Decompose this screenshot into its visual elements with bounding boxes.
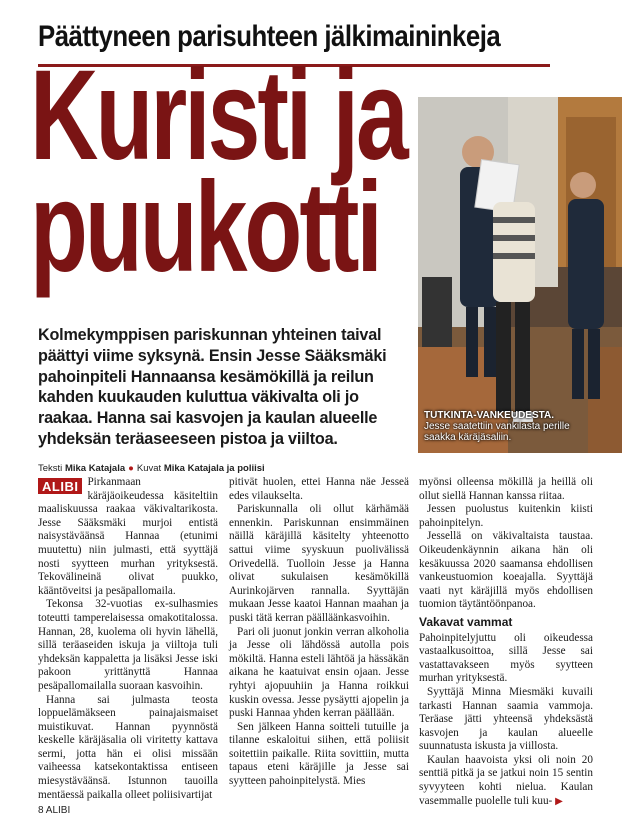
- body-paragraph: Syyttäjä Minna Miesmäki kuvaili tarkasti Hannan saamia vammoja. Teräase jätti yhteensä yhdeksästä kasvojen ja kaulan alueelle suunnatusta iskusta ja viillosta.: [419, 685, 593, 753]
- photo-caption: [424, 410, 574, 443]
- headline-line-1: Kuristi ja: [30, 44, 406, 187]
- body-paragraph: Jessen puolustus kuitenkin kiisti pahoinpitelyn.: [419, 503, 593, 529]
- body-paragraph: Sen jälkeen Hanna soitteli tutuille ja tilanne eskaloitui siihen, että poliisit soitettiin paikalle. Riita sovittiin, mutta tapaus eteni käräjille ja Jesse sai syytteen pahoinpitelystä. Mies: [229, 720, 409, 788]
- headline: [30, 44, 406, 299]
- kicker-title: Päättyneen parisuhteen jälkimaininkeja: [38, 20, 501, 53]
- body-paragraph: Jessellä on väkivaltaista taustaa. Oikeudenkäynnin aikana hän oli kesäkuussa 2020 saamansa ehdollisen vankeustuomion koeajalla. Syyttäjä vaati nyt käräjillä myös ehdollisen tuomion täytäntöönpanoa.: [419, 530, 593, 611]
- page-number: 8 ALIBI: [38, 805, 71, 816]
- continue-arrow-icon: ▶: [555, 795, 563, 807]
- courtroom-photo-illustration: [418, 97, 622, 453]
- byline-separator-icon: ●: [128, 463, 134, 474]
- headline-line-2: puukotti: [30, 156, 380, 299]
- byline-text-label: Teksti: [38, 463, 63, 474]
- body-text: Kaulan haavoista yksi oli noin 20 senttiä pitkä ja se jatkui noin 15 sentin syvyyteen kohti nielua. Kaulan vasemmalle puolelle tuli kuu-: [419, 753, 593, 807]
- body-paragraph: [419, 754, 593, 808]
- body-column-3: [419, 476, 593, 808]
- body-paragraph: Pariskunnalla oli ollut kärhämää ennenkin. Pariskunnan ensimmäinen näillä käräjillä käsitelty yhteenotto sattui viime syyskuun puolivälissä Orivedellä. Tuolloin Jesse ja Hanna olivat sukulaisen kesämökillä Aurinkojärven rannalla. Syyttäjän mukaan Jesse kaatoi Hannan maahan ja puski tätä kerran päälläänkasvoihin.: [229, 503, 409, 624]
- body-column-1: [38, 476, 218, 802]
- body-paragraph: myönsi olleensa mökillä ja heillä oli ollut siellä Hannan kanssa riitaa.: [419, 476, 593, 502]
- body-text: Pirkanmaan käräjäoikeudessa käsiteltiin maaliskuussa raakaa väkivaltarikosta. Jesse Sääksmäki murjoi entistä naisystäväänsä Hannaa (etunimi muutettu) niin julmasti, että syyttäjä nosti syytteen murhan yrityksestä. Tekovälineinä olivat puukko, kääntöveitsi ja pesäpallomaila.: [38, 476, 218, 597]
- body-paragraph: Tekonsa 32-vuotias ex-sulhasmies toteutti tamperelaisessa omakotitalossa. Hannan, 28, kuolema oli hyvin lähellä, sillä teräaseiden iskuja ja viiltoja tuli yhdeksän kappaletta ja lisäksi Jesse iski pakoon yrittänyttä Hannaa pesäpallomailalla suoraan kasvoihin.: [38, 598, 218, 692]
- body-paragraph: pitivät huolen, ettei Hanna näe Jesseä edes vilaukselta.: [229, 476, 409, 502]
- body-paragraph: Pahoinpitelyjuttu oli oikeudessa vastaalkusoittoa, sillä Jesse sai vastattavakseen myös syytteen murhan yrityksestä.: [419, 631, 593, 685]
- byline: [38, 463, 438, 474]
- lead-paragraph: Kolmekymppisen pariskunnan yhteinen taival päättyi viime syksynä. Ensin Jesse Sääksmäki pahoinpiteli Hannaansa kesämökillä ja reilun kahden kuukauden kuluttua väkivalta oli jo raakaa. Hanna sai kasvojen ja kaulan alueelle yhdeksän teräaseeseen pistoa ja viiltoa.: [38, 326, 387, 448]
- body-column-2: [229, 476, 409, 789]
- body-paragraph: Hanna sai julmasta teosta loppuelämäkseen painajaismaiset muistikuvat. Hannan pyynnöstä keskelle käräjäsalia oli viritetty kattava sermi, jotta hän ei olisi missään vaiheessa katsekontaktissa entiseen miesystäväänsä. Istunnon tauoilla mentäessä paikalla olleet poliisivartijat: [38, 693, 218, 801]
- byline-photo-author: Mika Katajala ja poliisi: [163, 463, 265, 474]
- byline-photo-label: Kuvat: [136, 463, 162, 474]
- courtroom-photo: [418, 97, 622, 453]
- byline-text-author: Mika Katajala: [64, 463, 126, 474]
- alibi-badge: ALIBI: [38, 478, 82, 494]
- body-paragraph: [38, 476, 218, 598]
- section-subheading: Vakavat vammat: [419, 614, 513, 629]
- photo-caption-head: TUTKINTA-VANKEUDESTA.: [424, 410, 554, 421]
- photo-caption-text: Jesse saatettiin vankilasta perille saakka käräjäsaliin.: [424, 421, 570, 443]
- body-paragraph: Pari oli juonut jonkin verran alkoholia ja Jesse oli lähdössä autolla pois mökiltä. Hanna esteli lähtöä ja hässäkän aikana he kaatuivat ensin ojaan. Jesse ryhtyi ajopuuhiin ja Hanna roikkui kuskin ovessa. Jesse pysäytti ajopelin ja puski Hannaa yhden kerran päällään.: [229, 625, 409, 720]
